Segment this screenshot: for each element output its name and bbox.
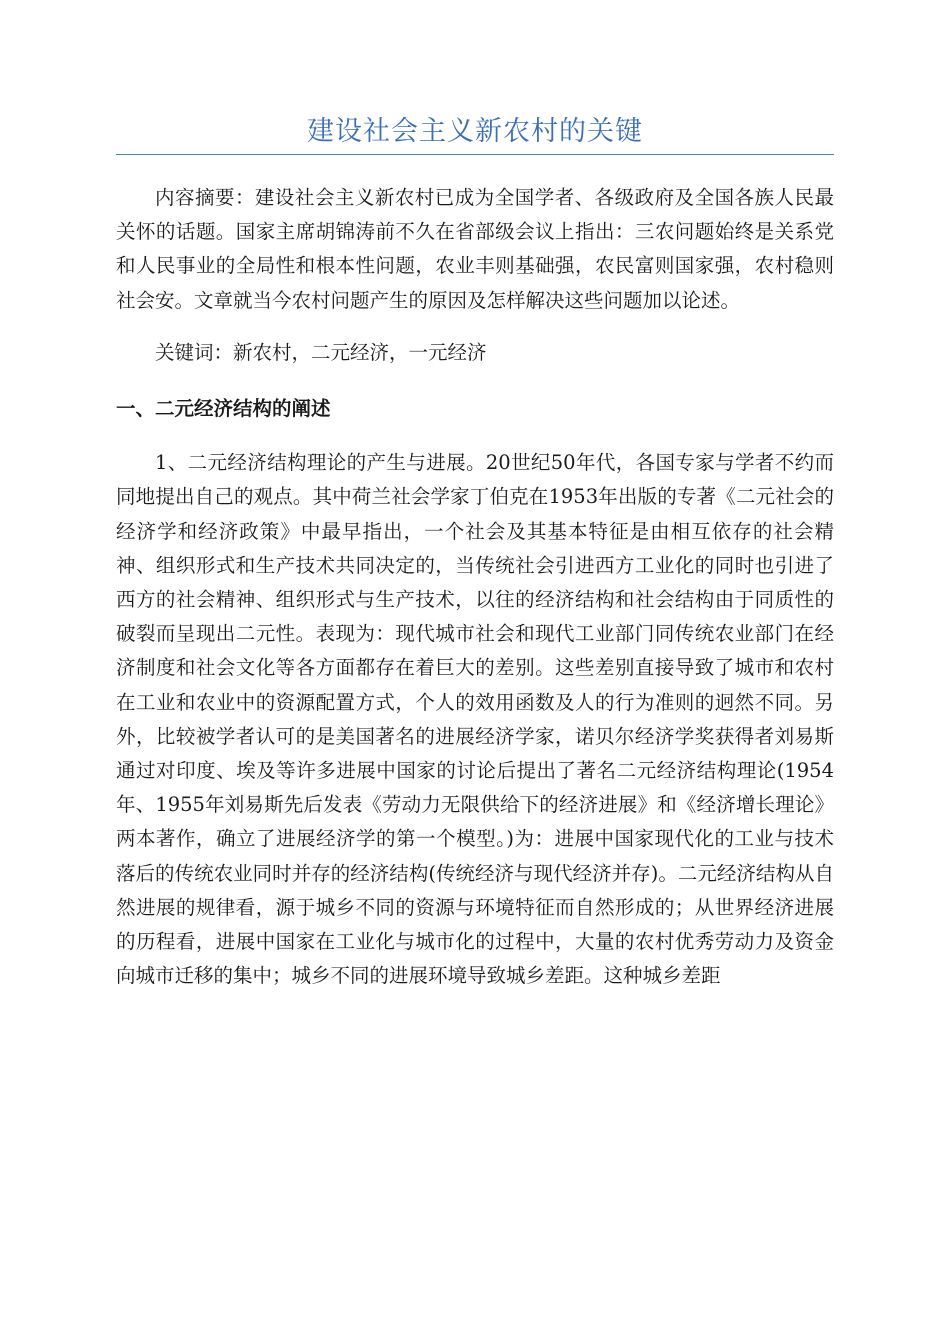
keywords-line: 关键词：新农村，二元经济，一元经济 [155,340,487,364]
section-heading: 一、二元经济结构的阐述 [116,397,331,421]
abstract-paragraph: 内容摘要：建设社会主义新农村已成为全国学者、各级政府及全国各族人民最关怀的话题。国家主席胡锦涛前不久在省部级会议上指出：三农问题始终是关系党和人民事业的全局性和根本性问题，农业丰则基础强，农民富则国家强，农村稳则社会安。文章就当今农村问题产生的原因及怎样解决这些问题加以论述。 [116,186,834,312]
document-page [116,0,834,993]
body-paragraph: 1、二元经济结构理论的产生与进展。20世纪50年代，各国专家与学者不约而同地提出自己的观点。其中荷兰社会学家丁伯克在1953年出版的专著《二元社会的经济学和经济政策》中最早指出，一个社会及其基本特征是由相互依存的社会精神、组织形式和生产技术共同决定的，当传统社会引进西方工业化的同时也引进了西方的社会精神、组织形式与生产技术，以往的经济结构和社会结构由于同质性的破裂而呈现出二元性。表现为：现代城市社会和现代工业部门同传统农业部门在经济制度和社会文化等各方面都存在着巨大的差别。这些差别直接导致了城市和农村在工业和农业中的资源配置方式，个人的效用函数及人的行为准则的迥然不同。另外，比较被学者认可的是美国著名的进展经济学家，诺贝尔经济学奖获得者刘易斯通过对印度、埃及等许多进展中国家的讨论后提出了著名二元经济结构理论(1954年、1955年刘易斯先后发表《劳动力无限供给下的经济进展》和《经济增长理论》两本著作，确立了进展经济学的第一个模型。)为：进展中国家现代化的工业与技术落后的传统农业同时并存的经济结构(传统经济与现代经济并存)。二元经济结构从自然进展的规律看，源于城乡不同的资源与环境特征而自然形成的；从世界经济进展的历程看，进展中国家在工业化与城市化的过程中，大量的农村优秀劳动力及资金向城市迁移的集中；城乡不同的进展环境导致城乡差距。这种城乡差距 [116,451,834,988]
document-title: 建设社会主义新农村的关键 [307,116,643,147]
title-underline [116,154,834,155]
